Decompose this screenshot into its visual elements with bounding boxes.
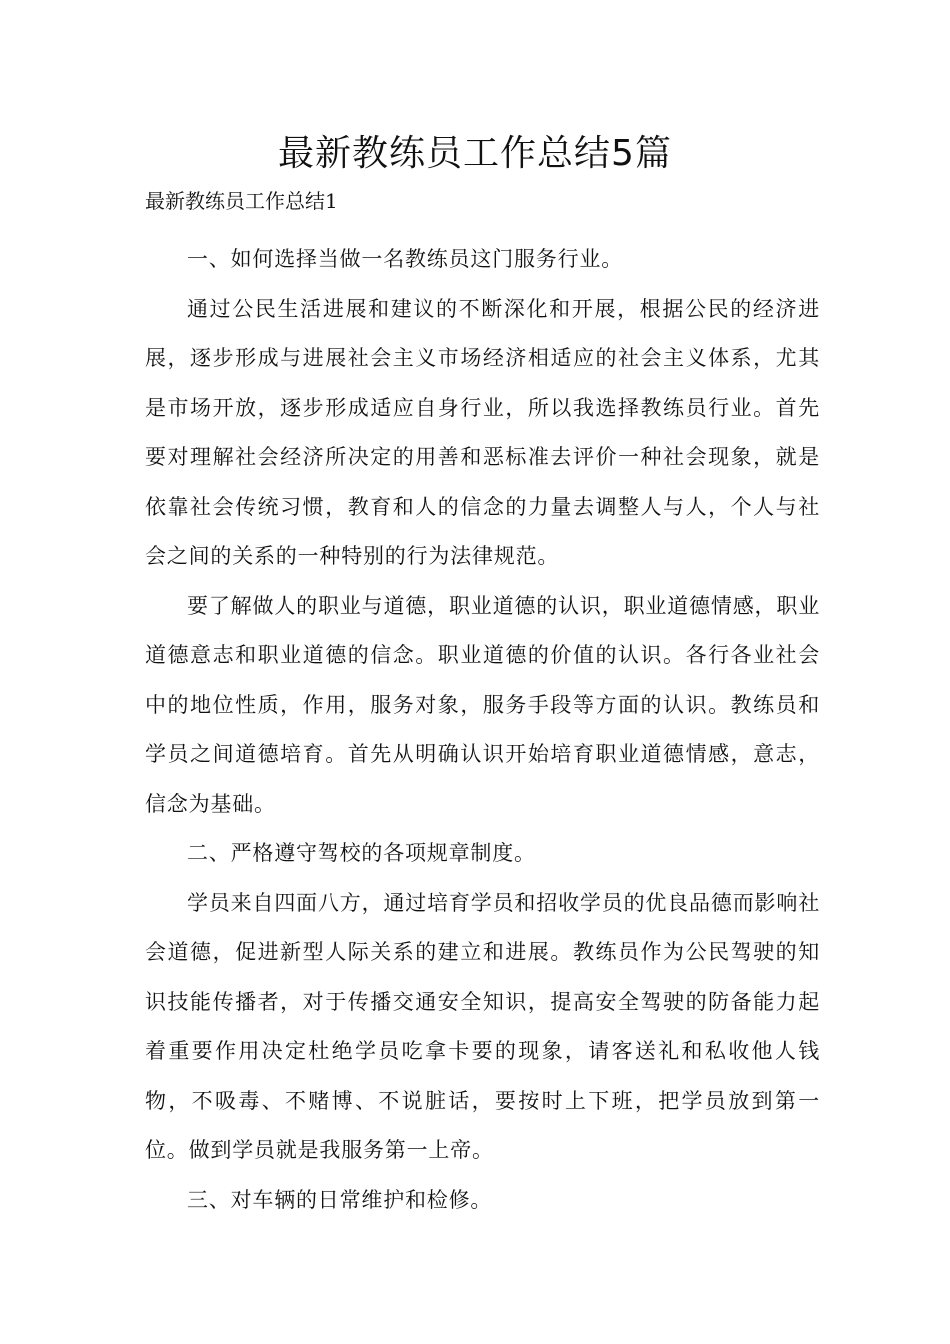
paragraph-section-1-heading: 一、如何选择当做一名教练员这门服务行业。 [187,247,623,271]
document-body [145,235,820,1225]
paragraph-section-3-heading: 三、对车辆的日常维护和检修。 [187,1187,493,1212]
paragraph-students: 学员来自四面八方，通过培育学员和招收学员的优良品德而影响社会道德，促进新型人际关系的建立和进展。教练员作为公民驾驶的知识技能传播者，对于传播交通安全知识，提高安全驾驶的防备能力起着重要作用决定杜绝学员吃拿卡要的现象，请客送礼和私收他人钱物，不吸毒、不赌博、不说脏话，要按时上下班，把学员放到第一位。做到学员就是我服务第一上帝。 [145,890,820,1162]
document-subtitle: 最新教练员工作总结1 [145,189,338,213]
paragraph-section-2-heading: 二、严格遵守驾校的各项规章制度。 [187,841,536,865]
document-title: 最新教练员工作总结5篇 [278,133,672,174]
paragraph-why-choose: 通过公民生活进展和建议的不断深化和开展，根据公民的经济进展，逐步形成与进展社会主义市场经济相适应的社会主义体系，尤其是市场开放，逐步形成适应自身行业，所以我选择教练员行业。首先要对理解社会经济所决定的用善和恶标准去评价一种社会现象，就是依靠社会传统习惯，教育和人的信念的力量去调整人与人，个人与社会之间的关系的一种特别的行为法律规范。 [145,296,820,568]
paragraph-professional-ethics: 要了解做人的职业与道德，职业道德的认识，职业道德情感，职业道德意志和职业道德的信念。职业道德的价值的认识。各行各业社会中的地位性质，作用，服务对象，服务手段等方面的认识。教练员和学员之间道德培育。首先从明确认识开始培育职业道德情感，意志，信念为基础。 [145,593,820,816]
